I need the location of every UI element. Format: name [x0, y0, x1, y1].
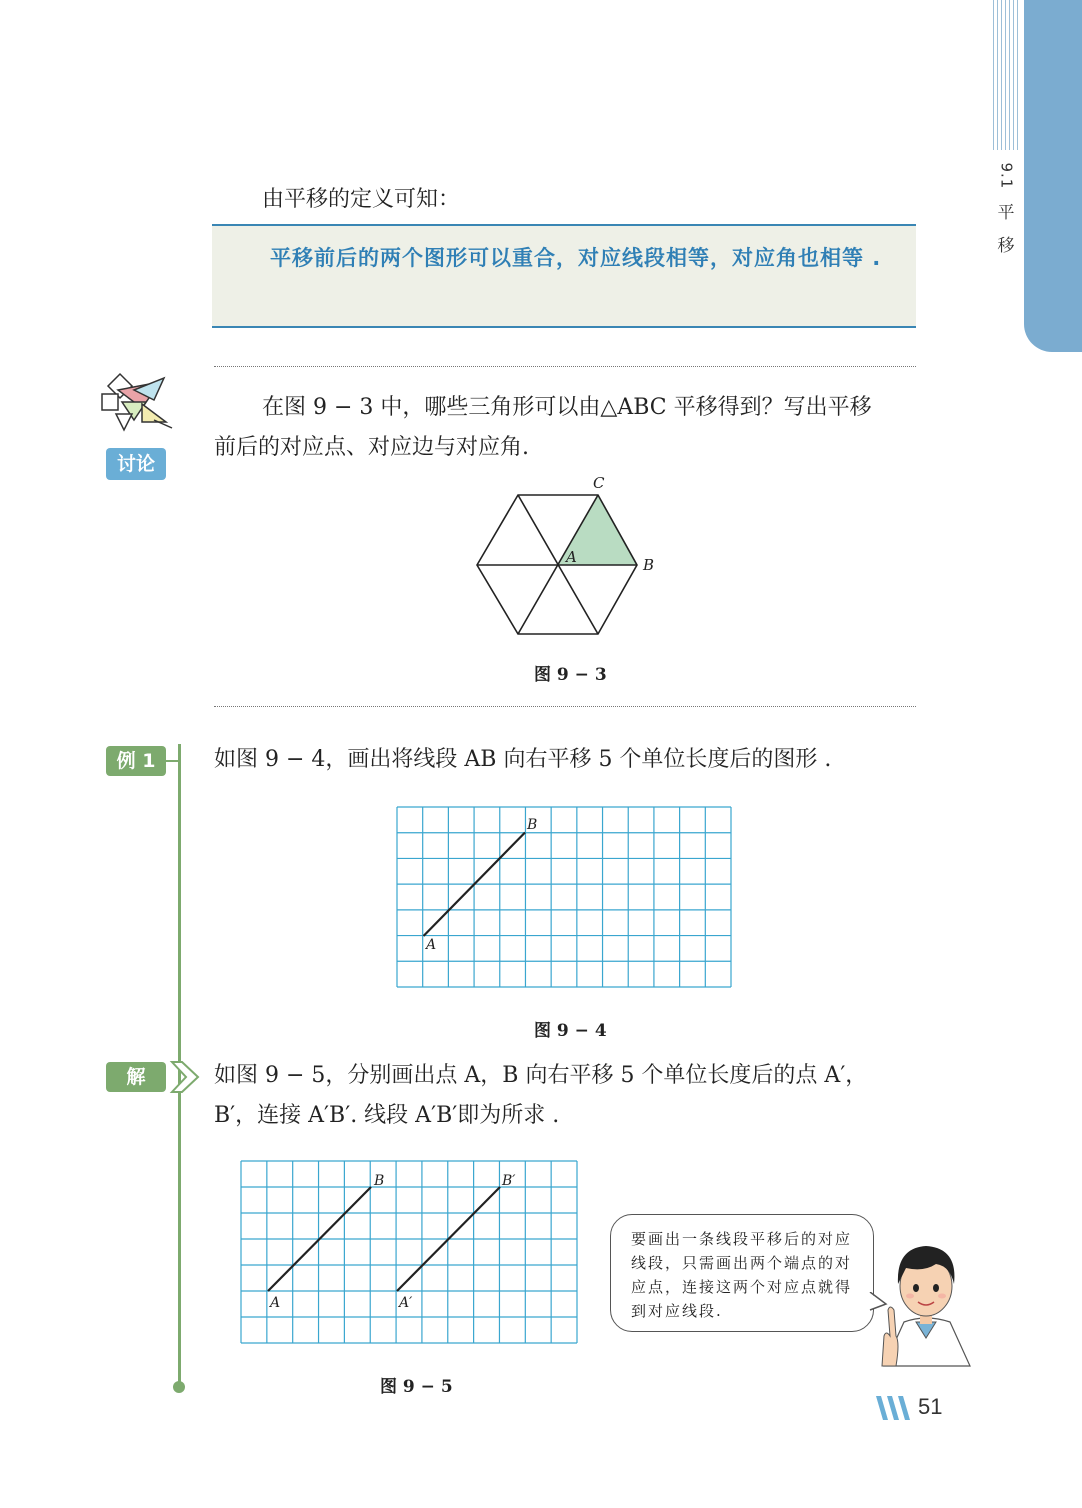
- section-title-char: 平: [997, 203, 1015, 223]
- property-box: [212, 224, 916, 328]
- section-divider: [214, 366, 916, 367]
- boy-illustration: [876, 1238, 976, 1368]
- line-end-dot: [173, 1381, 185, 1393]
- side-decor-line: [1013, 0, 1014, 150]
- label-b: B: [643, 556, 655, 574]
- side-decor-line: [1017, 0, 1018, 150]
- section-number: 9.1: [997, 162, 1016, 190]
- speech-bubble: [610, 1214, 874, 1332]
- figure-caption: 图 9 − 3: [534, 665, 607, 685]
- label-a: A: [426, 937, 437, 953]
- discussion-tag: 讨论: [106, 448, 166, 480]
- label-b: B: [527, 817, 538, 833]
- label-b: B: [374, 1173, 385, 1189]
- chapter-side-tab: [1024, 0, 1082, 352]
- tangram-icon: [98, 368, 178, 438]
- label-a: A: [566, 548, 577, 566]
- solution-tag-label: 解: [126, 1066, 146, 1088]
- figure-caption: 图 9 − 4: [534, 1021, 607, 1041]
- page-number: 51: [918, 1394, 943, 1419]
- solution-text-line2: B′，连接 A′B′. 线段 A′B′即为所求 .: [214, 1103, 560, 1128]
- tag-connector: [166, 760, 179, 762]
- example-text: 如图 9 − 4，画出将线段 AB 向右平移 5 个单位长度后的图形 .: [214, 747, 832, 772]
- chapter-label: [993, 162, 1019, 271]
- label-a-prime: A′: [399, 1295, 413, 1311]
- solution-text-line1: 如图 9 − 5，分别画出点 A，B 向右平移 5 个单位长度后的点 A′，: [214, 1063, 868, 1088]
- label-a: A: [270, 1295, 281, 1311]
- label-b-prime: B′: [502, 1173, 516, 1189]
- speech-bubble-text: 要画出一条线段平移后的对应线段，只需画出两个端点的对应点，连接这两个对应点就得到对应线段.: [631, 1230, 853, 1320]
- side-decor-line: [1009, 0, 1010, 150]
- hexagon-figure: [470, 472, 670, 648]
- side-decor-line: [1001, 0, 1002, 150]
- example-tag: 例 1: [106, 746, 166, 776]
- grid-figure-9-5: [240, 1160, 580, 1346]
- intro-text: 由平移的定义可知：: [262, 187, 461, 212]
- section-divider: [214, 706, 916, 707]
- property-text: 平移前后的两个图形可以重合，对应线段相等，对应角也相等 .: [270, 246, 882, 270]
- discussion-text-line2: 前后的对应点、对应边与对应角.: [214, 435, 529, 460]
- page-number-stripes: [876, 1396, 916, 1420]
- discussion-text-line1: 在图 9 − 3 中，哪些三角形可以由△ABC 平移得到？写出平移: [262, 395, 872, 420]
- side-decor-line: [993, 0, 994, 150]
- side-decor-line: [997, 0, 998, 150]
- grid-figure-9-4: [396, 806, 734, 990]
- section-title-char: 移: [997, 236, 1015, 256]
- label-c: C: [593, 474, 605, 492]
- side-decor-line: [1005, 0, 1006, 150]
- figure-caption: 图 9 − 5: [380, 1377, 453, 1397]
